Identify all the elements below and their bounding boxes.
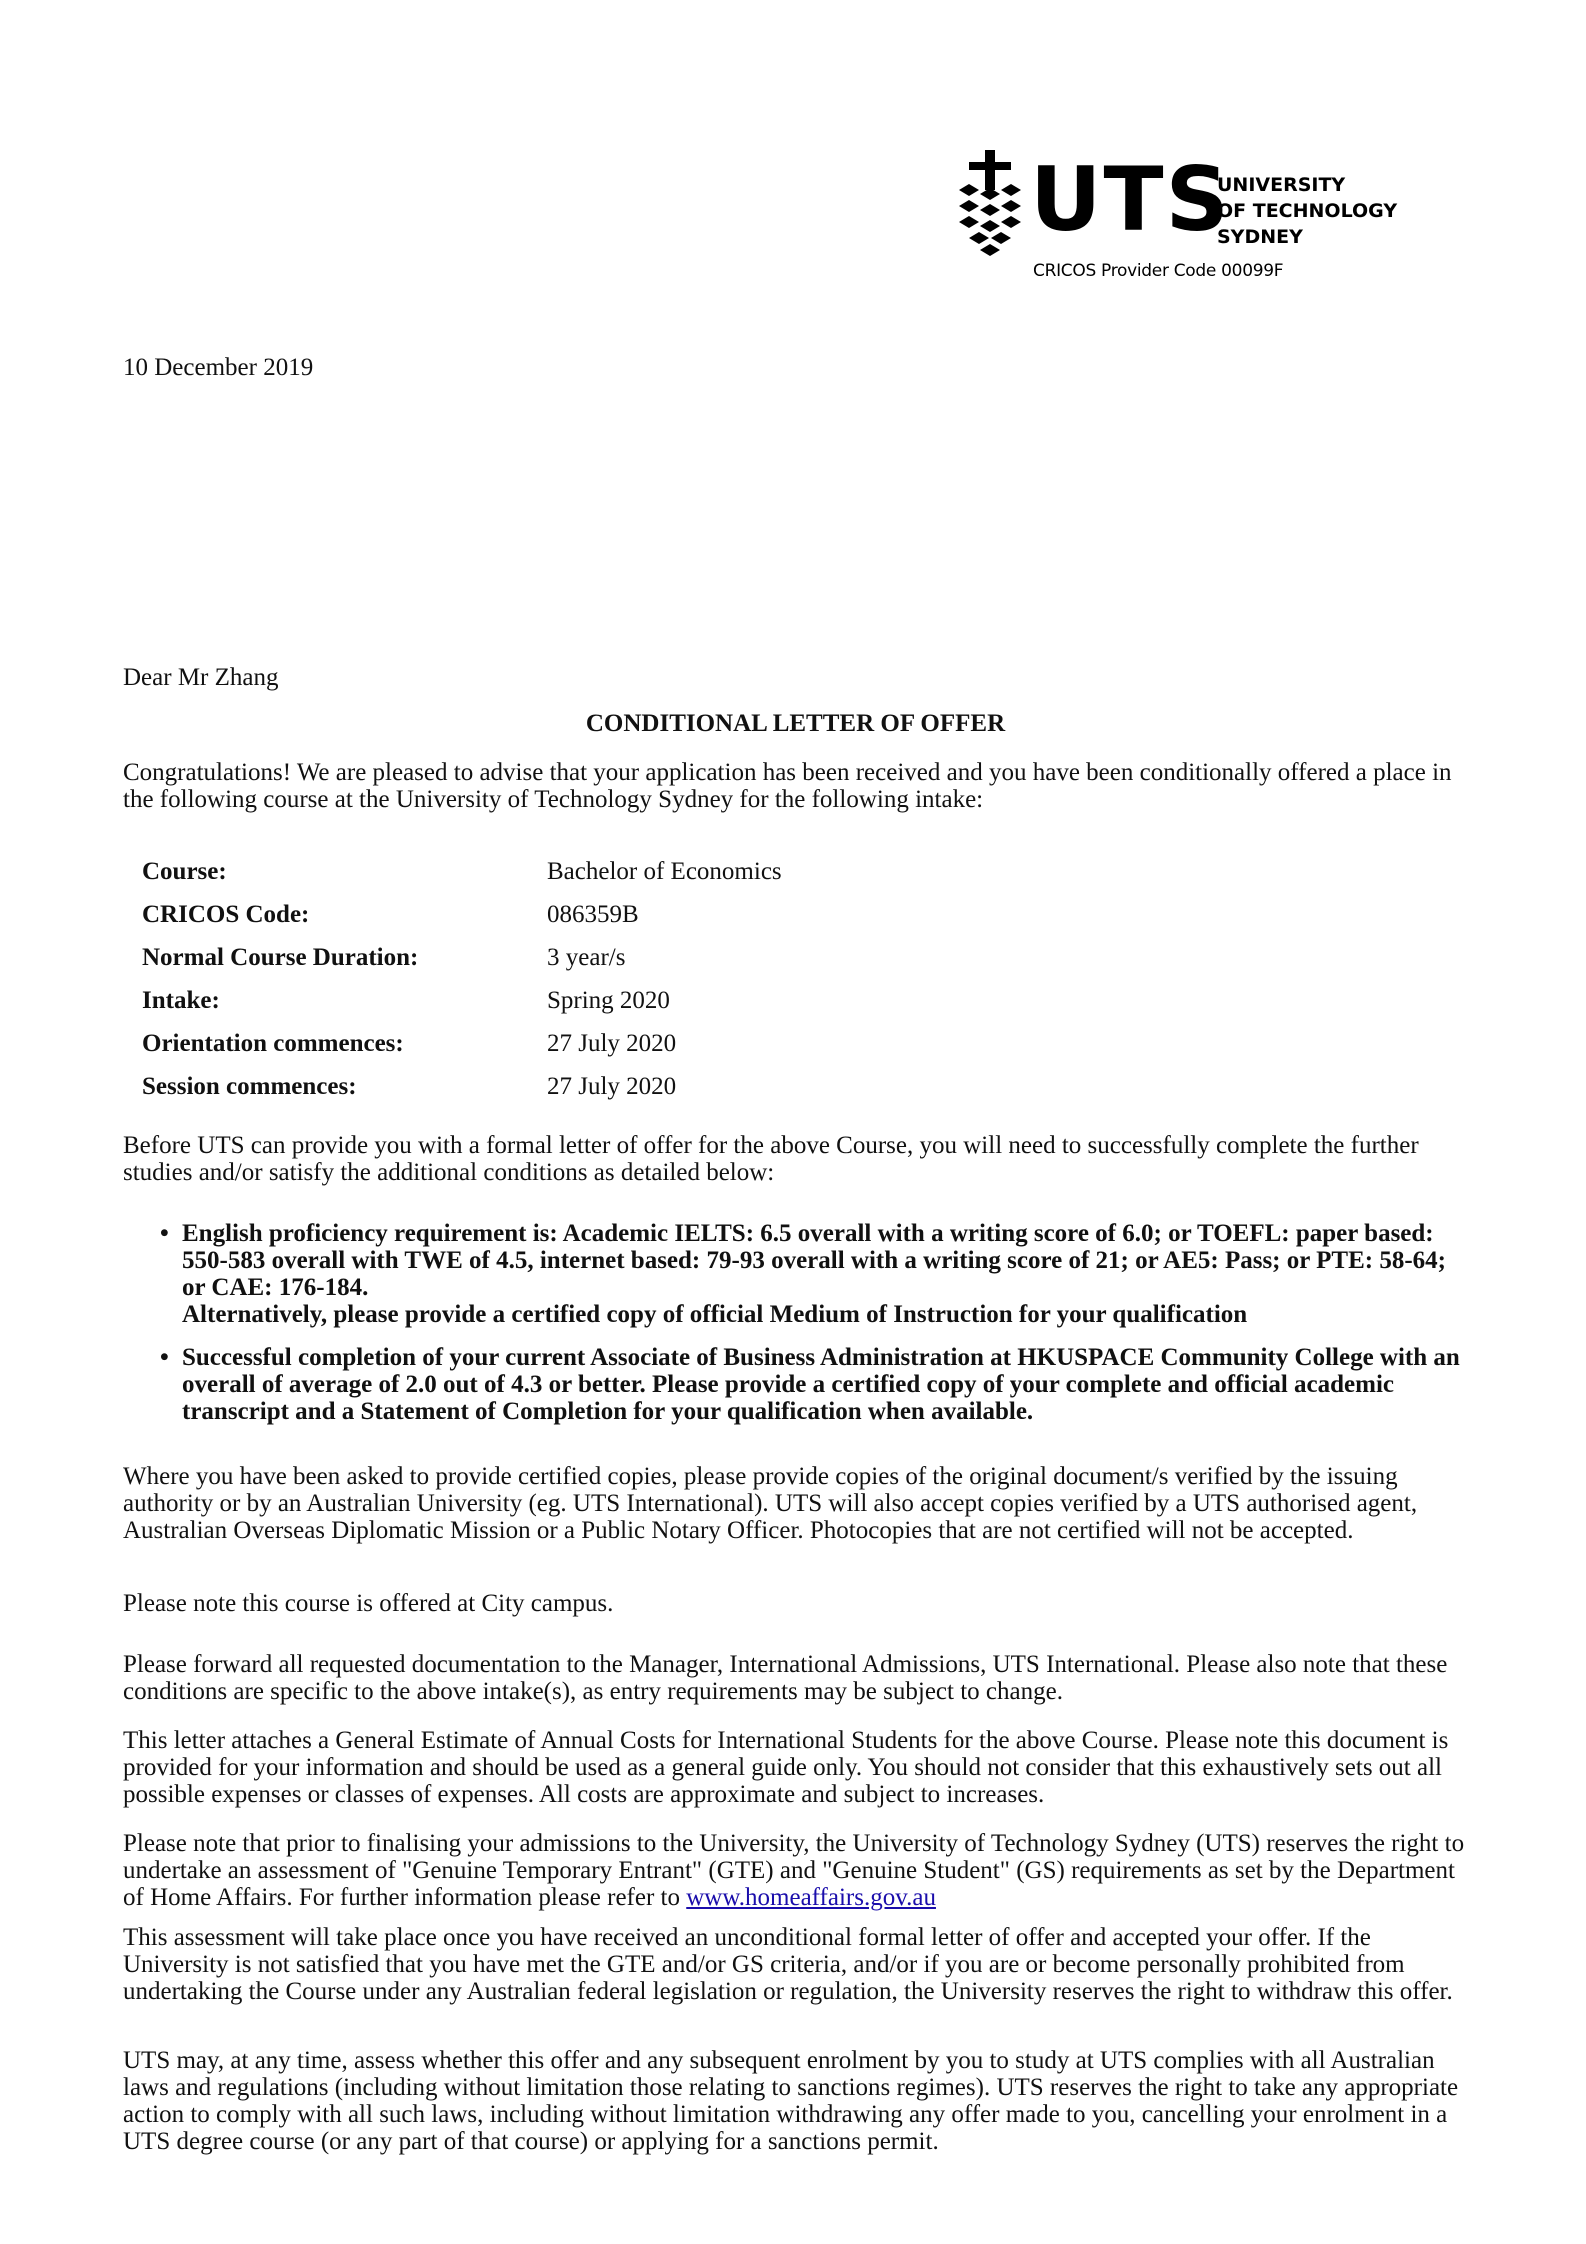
detail-row [142,1073,1042,1116]
uts-logo [955,150,1415,290]
estimate-paragraph: This letter attaches a General Estimate of Annual Costs for International Students for the above Course. Please note this document is provided for your information and should be used as a general guide only. You should not consider that this exhaustively sets out all possible expenses or classes of expenses. All costs are approximate and subject to increases. [123,1727,1449,1808]
detail-label: Session commences: [142,1073,357,1100]
uts-wordmark: UTS [1030,148,1231,251]
detail-label: Orientation commences: [142,1030,404,1057]
detail-row [142,987,1042,1030]
detail-row [142,901,1042,944]
certified-copies-paragraph: Where you have been asked to provide certified copies, please provide copies of the original document/s verified by the issuing authority or by an Australian University (eg. UTS International). UTS will also accept copies verified by a UTS authorised agent, Australian Overseas Diplomatic Mission or a Public Notary Officer. Photocopies that are not certified will not be accepted. [123,1463,1418,1544]
sanctions-paragraph: UTS may, at any time, assess whether this offer and any subsequent enrolment by you to study at UTS complies with all Australian laws and regulations (including without limitation those relating to sanctions regimes). UTS reserves the right to take any appropriate action to comply with all such laws, including without limitation withdrawing any offer made to you, cancelling your enrolment in a UTS degree course (or any part of that course) or applying for a sanctions permit. [123,2047,1459,2155]
conditions-list [160,1220,1460,1441]
detail-value: 3 year/s [547,944,626,971]
university-name-line: SYDNEY [1217,226,1303,248]
university-name-line: UNIVERSITY [1217,174,1346,196]
gte-text: Please note that prior to finalising your admissions to the University, the University of Technology Sydney (UTS) reserves the right to undertake an assessment of "Genuine Temporary Entrant" (GTE) and "Genuine Student" (GS) requirements as set by the Department of Home Affairs. For further information please refer to [123,1830,1465,1911]
detail-value: 27 July 2020 [547,1030,677,1057]
detail-row [142,858,1042,901]
detail-value: Bachelor of Economics [547,858,782,885]
university-name-line: OF TECHNOLOGY [1217,200,1398,222]
campus-note: Please note this course is offered at City campus. [123,1590,614,1617]
letter-heading: CONDITIONAL LETTER OF OFFER [585,710,1006,737]
detail-value: Spring 2020 [547,987,670,1014]
detail-value: 27 July 2020 [547,1073,677,1100]
detail-row [142,944,1042,987]
cricos-provider-code: CRICOS Provider Code 00099F [1033,261,1284,281]
conditions-intro: Before UTS can provide you with a formal letter of offer for the above Course, you will need to successfully complete the further studies and/or satisfy the additional conditions as detailed below: [123,1132,1419,1186]
detail-label: CRICOS Code: [142,901,310,928]
course-details [142,858,1042,1116]
bullet-icon: • [160,1220,169,1247]
detail-label: Intake: [142,987,220,1014]
gte-paragraph [123,1830,1473,1911]
detail-row [142,1030,1042,1073]
salutation: Dear Mr Zhang [123,664,279,691]
detail-value: 086359B [547,901,639,928]
assessment-paragraph: This assessment will take place once you have received an unconditional formal letter of offer and accepted your offer. If the University is not satisfied that you have met the GTE and/or GS criteria, and/or if you are or become personally prohibited from undertaking the Course under any Australian federal legislation or regulation, the University reserves the right to withdraw this offer. [123,1924,1453,2005]
condition-text: English proficiency requirement is: Academic IELTS: 6.5 overall with a writing score of 6.0; or TOEFL: paper based: 550-583 overall with TWE of 4.5, internet based: 79-93 overall with a writing score of 21; or AE5: Pass; or PTE: 58-64; or CAE: 176-184. [182,1220,1447,1301]
university-name [1217,172,1397,250]
uts-crest-icon [955,150,1025,258]
homeaffairs-link[interactable]: www.homeaffairs.gov.au [686,1884,936,1911]
detail-label: Normal Course Duration: [142,944,419,971]
letter-date: 10 December 2019 [123,354,314,381]
condition-item [160,1344,1460,1425]
forward-docs-paragraph: Please forward all requested documentation to the Manager, International Admissions, UTS International. Please also note that these conditions are specific to the above intake(s), as entry requirements may be subject to change. [123,1651,1448,1705]
condition-extra: Alternatively, please provide a certified copy of official Medium of Instruction for your qualification [182,1301,1248,1328]
bullet-icon: • [160,1344,169,1371]
condition-text: Successful completion of your current Associate of Business Administration at HKUSPACE Community College with an overall of average of 2.0 out of 4.3 or better. Please provide a certified copy of your complete and official academic transcript and a Statement of Completion for your qualification when available. [182,1344,1460,1425]
intro-paragraph: Congratulations! We are pleased to advise that your application has been received and you have been conditionally offered a place in the following course at the University of Technology Sydney for the following intake: [123,759,1452,813]
condition-item [160,1220,1460,1328]
detail-label: Course: [142,858,227,885]
